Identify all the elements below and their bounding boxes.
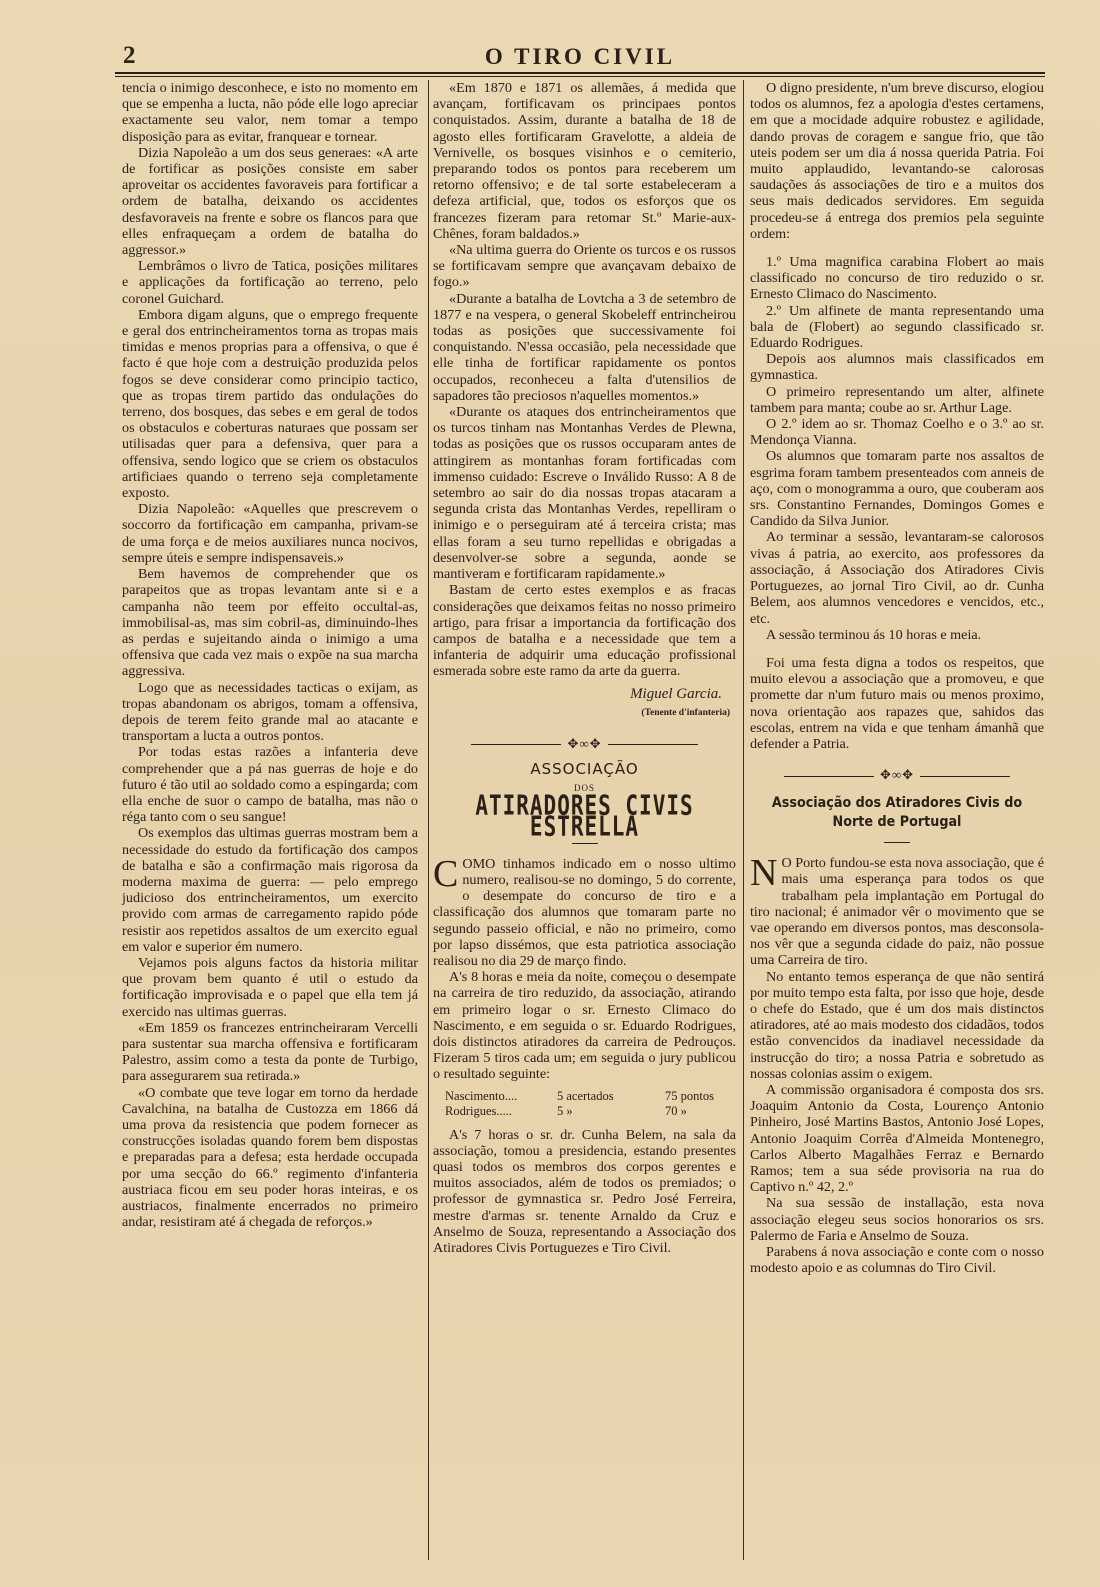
article-paragraph: Por todas estas razões a infanteria deve comprehender que a pá nas guerras de hoje e do futuro é tão util ao soldado como a espingarda; com ella enche de suor o campo de batalha, mas não o réga tanto com o seu sangue! xyxy=(122,744,418,826)
prize-item: 2.º Um alfinete de manta representando uma bala de (Flobert) ao segundo classificado sr. Eduardo Rodrigues. xyxy=(750,302,1044,352)
article-paragraph: «Em 1870 e 1871 os allemães, á medida que avançam, fortificavam os principaes pontos conquistados. Assim, durante a batalha de 18 de agosto elles fortificaram Gravelotte, a aldeia de Vernivelle, os bosques visinhos e o cemiterio, preparando todos os pontos para receberem um retorno offensivo; e de tal sorte estabeleceram a defeza artificial, que, todos os esforços que os francezes fizeram para retomar St.º Marie-aux-Chênes, foram baldados.» xyxy=(433,80,736,242)
prize-item: O 2.º idem ao sr. Thomaz Coelho e o 3.º ao sr. Mendonça Vianna. xyxy=(750,416,1044,449)
article-paragraph: Vejamos pois alguns factos da historia militar que provam bem quanto é util o estudo da fortificação improvisada e o papel que ella tem já exercido nas ultimas guerras. xyxy=(122,954,418,1020)
article-paragraph: Dizia Napoleão: «Aquelles que prescrevem o soccorro da fortificação em campanha, privam-se de uma força e de meios auxiliares nunca nocivos, sempre úteis e sempre indispensaveis.» xyxy=(122,501,418,566)
prize-item: Os alumnos que tomaram parte nos assaltos de esgrima foram tambem presenteados com anneis de aço, com o monogramma a ouro, que couberam aos srs. Constantino Fernandes, Domingos Gomes e Candido da Silva Junior. xyxy=(750,448,1044,530)
column-1 xyxy=(122,80,418,1230)
article-paragraph: Parabens á nova associação e conte com o nosso modesto apoio e as columnas do Tiro Civil. xyxy=(750,1244,1044,1277)
section-heading-top: ASSOCIAÇÃO xyxy=(530,759,639,778)
article-paragraph: «Durante a batalha de Lovtcha a 3 de setembro de 1877 e na vespera, o general Skobeleff entrincheirou todas as posições que successivamente foi conquistando. N'essa occasião, pela necessidade que elle tinha de fortificar rapidamente os pontos occupados, reconheceu a falta d'utensilios de sapadores tão preciosos n'aquelles momentos.» xyxy=(433,290,736,404)
article-paragraph: A's 7 horas o sr. dr. Cunha Belem, na sala da associação, tomou a presidencia, estando presentes quasi todos os membros dos corpos gerentes e muitos associados, além de todos os premiados; o professor de gymnastica sr. Pedro José Ferreira, mestre d'armas sr. tenente Arnaldo da Cruz e Anselmo de Souza, representando a Associação dos Atiradores Civis Portuguezes e Tiro Civil. xyxy=(433,1126,736,1256)
article-paragraph: A commissão organisadora é composta dos srs. Joaquim Antonio da Costa, Lourenço Antonio Pinheiro, José Martins Bastos, Antonio José Lopes, Antonio Joaquim Corrêa d'Almeida Montenegro, Carlos Alberto Magalhães Ferraz e Bernardo Ramos; tem a sua séde provisoria na rua do Captivo n.º 42, 2.º xyxy=(750,1081,1044,1196)
column-divider xyxy=(428,80,429,1560)
column-2 xyxy=(433,80,736,1256)
short-rule xyxy=(884,842,910,843)
drop-cap: C xyxy=(433,852,459,895)
page-number: 2 xyxy=(123,42,136,69)
masthead-title: O TIRO CIVIL xyxy=(484,44,676,69)
prize-item: O primeiro representando um alter, alfinete tambem para manta; coube ao sr. Arthur Lage. xyxy=(750,383,1044,416)
section-heading-small: DOS xyxy=(573,783,595,794)
section-ornament: ✥∞✥ xyxy=(433,739,736,749)
section-ornament: ✥∞✥ xyxy=(750,770,1044,780)
article-paragraph: «O combate que teve logar em torno da herdade Cavalchina, na batalha de Custozza em 1866 dá uma prova da resistencia que podem fornecer as construcções isoladas quando forem bem dispostas e preparadas para a defesa; esta herdade occupada por uma secção do 66.º regimento d'infanteria austriaca ficou em seu poder horas inteiras, e os austriacos, finalmente encerrados no primeiro andar, resistiram até á chegada de reforços.» xyxy=(122,1084,418,1231)
article-paragraph: Bastam de certo estes exemplos e as fracas considerações que deixamos feitas no nosso primeiro artigo, para frisar a importancia da fortificação dos campos de batalha e a necessidade que tem a infanteria de adquirir uma educação profissional esmerada sobre este ramo da arte da guerra. xyxy=(433,582,736,680)
article-paragraph: COMO tinhamos indicado em o nosso ultimo numero, realisou-se no domingo, 5 do corrente, o desempate do concurso de tiro e a classificação dos alumnos que tomaram parte no segundo passeio official, e não no primeiro, como por lapso dissémos, que esta patriotica associação realisou no dia 29 de março findo. xyxy=(433,852,736,969)
prize-item: Depois aos alumnos mais classificados em gymnastica. xyxy=(750,351,1044,384)
results-table xyxy=(445,1089,736,1119)
page-header xyxy=(115,44,1045,68)
article-paragraph: «Em 1859 os francezes entrincheiraram Vercelli para sustentar sua marcha offensiva e fortificaram Palestro, assim como a testa da ponte de Turbigo, para assegurarem sua retirada.» xyxy=(122,1019,418,1085)
article-paragraph: Logo que as necessidades tacticas o exijam, as tropas abandonam os abrigos, tomam a offensiva, depois de terem feito grande mal ao atacante e transportam a lucta a outros pontos. xyxy=(122,679,418,745)
article-paragraph: Lembrâmos o livro de Tatica, posições militares e applicações da fortificação ao terreno, pelo coronel Guichard. xyxy=(122,258,418,307)
prize-item: Ao terminar a sessão, levantaram-se calorosos vivas á patria, ao exercito, aos professores da associação, á Associação dos Atiradores Civis Portuguezes, ao jornal Tiro Civil, ao dr. Cunha Belem, aos alumnos vencedores e vencidos, etc., etc. xyxy=(750,529,1044,627)
author-signature: Miguel Garcia. xyxy=(630,685,722,702)
section-heading-main: ATIRADORES CIVIS ESTRELLA xyxy=(475,790,694,843)
article-paragraph: Na sua sessão de installação, esta nova associação elegeu seus socios honorarios os srs. Palermo de Faria e Anselmo de Souza. xyxy=(750,1195,1044,1244)
prize-item: 1.º Uma magnifica carabina Flobert ao mais classificado no concurso de tiro reduzido o sr. Ernesto Climaco do Nascimento. xyxy=(750,254,1044,303)
article-paragraph: Os exemplos das ultimas guerras mostram bem a necessidade do estudo da fortificação dos campos de batalha e são a confirmação mais rigorosa da moderna maxima de guerra: — pelo emprego judicioso dos entrincheiramentos, um exercito provido com armas de carregamento rapido póde resistir aos repetidos assaltos de um exercito egual em valor e superior ém numero. xyxy=(122,825,418,955)
results-row: Nascimento.... 5 acertados 75 pontos xyxy=(445,1088,714,1103)
article-paragraph: Bem havemos de comprehender que os parapeitos que as tropas levantam ante si e a campanha não teem por effeito occultal-as, immobilisal-as, mas sim cobril-as, diminuindo-lhes as perdas e sujeitando ainda o inimigo a uma offensiva que cada vez mais o expõe na sua marcha aggressiva. xyxy=(122,566,418,680)
article-paragraph: No entanto temos esperança de que não sentirá por muito tempo esta falta, por isso que hoje, desde o chefe do Estado, que é um dos mais distinctos atiradores, até ao mais modesto dos cidadãos, todos estão convencidos da inadiavel necessidade da instrucção do tiro; a nossa Patria e sobretudo as nossas colonias assim o exigem. xyxy=(750,968,1044,1082)
article-paragraph: A's 8 horas e meia da noite, começou o desempate na carreira de tiro reduzido, da associação, atirando em primeiro logar o sr. Ernesto Climaco do Nascimento, e em seguida o sr. Eduardo Rodrigues, dois distinctos atiradores da carreira de Pedrouços. Fizeram 5 tiros cada um; em seguida o jury publicou o resultado seguinte: xyxy=(433,969,736,1083)
article-paragraph: «Na ultima guerra do Oriente os turcos e os russos se fortificavam sempre que avançavam debaixo de fogo.» xyxy=(433,242,736,291)
prize-item: Foi uma festa digna a todos os respeitos, que muito elevou a associação que a promoveu, e que promette dar n'um futuro mais ou menos proximo, nova orientação aos rapazes que, sahidos das escolas, entrem na vida e que tenham ámanhã que defender a Patria. xyxy=(750,654,1044,752)
article-paragraph: tencia o inimigo desconhece, e isto no momento em que se empenha a lucta, não póde elle logo apreciar exactamente seu valor, nem tomar a tempo disposição para as evitar, franquear e tornear. xyxy=(122,80,418,145)
article-paragraph: O digno presidente, n'um breve discurso, elogiou todos os alumnos, fez a apologia d'estes certamens, em que a mocidade adquire robustez e agilidade, dando provas de coragem e sangue frio, que tão uteis podem ser um dia á nossa querida Patria. Foi muito applaudido, levantando-se calorosas saudações ás associações de tiro e a muitos dos seus mais dedicados servidores. Em seguida procedeu-se á entrega dos premios pela seguinte ordem: xyxy=(750,80,1044,242)
header-rule xyxy=(115,72,1045,77)
article-paragraph: Embora digam alguns, que o emprego frequente e geral dos entrincheiramentos torna as tropas mais timidas e menos proprias para a offensiva, o que é facto é que hoje com a destruição produzida pelos fogos se deve considerar como principio tactico, que as tropas tirem partido das ondulações do terreno, dos bosques, das sebes e em geral de todos os obstaculos e coberturas naturaes que possam ser utilisadas quer para a defensiva, quer para a offensiva, sendo logico que se criem os obstaculos artificiaes quando o terreno seja completamente exposto. xyxy=(122,306,418,502)
author-rank: (Tenente d'infanteria) xyxy=(641,707,730,718)
prize-item: A sessão terminou ás 10 horas e meia. xyxy=(766,626,982,643)
article-paragraph: Dizia Napoleão a um dos seus generaes: «A arte de fortificar as posições consiste em saber aproveitar os accidentes favoraveis para fortificar a ordem de batalha, deixando os accidentes desfavoraveis na frente e sobre os flancos para que elles enfraqueçam a ordem de batalha do aggressor.» xyxy=(122,144,418,259)
section-heading: Associação dos Atiradores Civis do Norte de Portugal xyxy=(771,795,1023,831)
column-divider xyxy=(743,80,744,1560)
short-rule xyxy=(572,843,598,844)
column-3 xyxy=(750,80,1044,1276)
results-row: Rodrigues..... 5 » 70 » xyxy=(445,1103,687,1118)
article-paragraph: «Durante os ataques dos entrincheiramentos que os turcos tinham nas Montanhas Verdes de Plewna, todas as posições que os russos occuparam antes de attingirem as montanhas foram fortificadas com immenso cuidado: Escreve o Inválido Russo: A 8 de setembro ao sair do dia nossas tropas atacaram a segunda crista das Montanhas Verdes, repelliram o inimigo e o perseguiram até á terceira crista; mas ellas foram a seu turno repellidas e obrigadas a desenvolver-se sobre a segunda, aonde se mantiveram e fortificaram rapidamente.» xyxy=(433,404,736,583)
article-paragraph: N O Porto fundou-se esta nova associação, que é mais uma esperança para todos os que trabalham pela implantação em Portugal do tiro nacional; é animador vêr o movimento que se vae operando em diversos pontos, mas desconsola-nos vêr que a segunda cidade do paiz, não possue uma Carreira de tiro. xyxy=(750,852,1044,969)
drop-cap: N xyxy=(750,852,778,895)
